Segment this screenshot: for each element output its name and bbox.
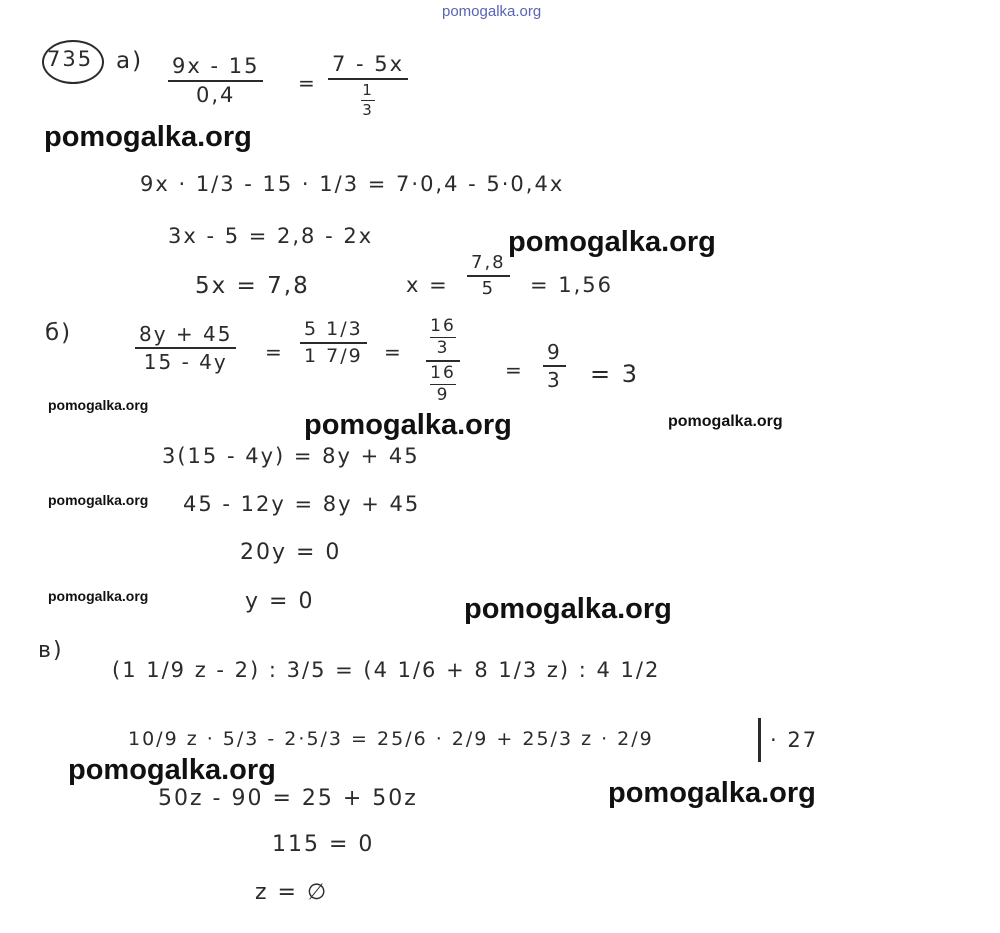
fraction-b-2	[300, 320, 367, 366]
fraction-a-left	[168, 56, 263, 106]
part-b-result: = 3	[590, 360, 640, 388]
watermark: pomogalka.org	[48, 397, 149, 413]
equals-sign: =	[505, 358, 524, 382]
fraction-b-1-denominator: 15 - 4y	[143, 350, 228, 374]
part-b-line-4: 20y = 0	[240, 540, 342, 565]
part-c-line-2: 10/9 z · 5/3 - 2·5/3 = 25/6 · 2/9 + 25/3 z · 2/9	[128, 728, 654, 750]
part-a-line-4: 5x = 7,8	[195, 273, 310, 299]
fraction-a-right-denominator	[357, 80, 379, 118]
part-c-line-5: z = ∅	[255, 880, 329, 905]
part-c-label: в)	[38, 638, 64, 663]
part-b-line-2: 3(15 - 4y) = 8y + 45	[162, 444, 420, 468]
fraction-a-result	[467, 254, 510, 298]
fraction-a-right	[328, 54, 408, 118]
fraction-b-3	[426, 318, 460, 404]
equals-sign: =	[384, 340, 403, 364]
fraction-b-3-numerator	[426, 318, 460, 360]
fraction-b-4	[543, 342, 566, 390]
fraction-b-2-denominator: 1 7/9	[304, 345, 363, 367]
fraction-a-result-denominator: 5	[481, 278, 496, 299]
fraction-b-1	[135, 324, 236, 372]
fraction-b-2-numerator: 5 1/3	[304, 318, 363, 340]
multiplier-divider	[758, 718, 761, 762]
watermark: pomogalka.org	[44, 121, 252, 153]
equals-sign: =	[298, 71, 317, 95]
sixteen: 16	[430, 316, 456, 336]
part-c-line-3: 50z - 90 = 25 + 50z	[158, 786, 418, 811]
watermark: pomogalka.org	[464, 593, 672, 625]
part-a-x-equals: x =	[406, 273, 449, 297]
three: 3	[436, 338, 450, 358]
fraction-a-left-numerator: 9x - 15	[172, 54, 260, 78]
fraction-a-right-numerator: 7 - 5x	[332, 52, 405, 76]
fraction-b-3-denominator	[426, 362, 460, 404]
watermark: pomogalka.org	[508, 226, 716, 258]
watermark: pomogalka.org	[608, 777, 816, 809]
part-b-line-3: 45 - 12y = 8y + 45	[183, 492, 421, 516]
part-c-multiplier: · 27	[770, 728, 819, 752]
watermark: pomogalka.org	[48, 588, 149, 604]
equals-sign: =	[265, 340, 284, 364]
part-c-line-1: (1 1/9 z - 2) : 3/5 = (4 1/6 + 8 1/3 z) : 4 1/2	[112, 658, 661, 682]
nine: 9	[436, 385, 450, 405]
fraction-a-left-denominator: 0,4	[196, 83, 236, 107]
part-b-line-5: y = 0	[245, 589, 315, 614]
part-a-line-2: 9x · 1/3 - 15 · 1/3 = 7·0,4 - 5·0,4x	[140, 172, 565, 196]
fraction-b-4-numerator: 9	[547, 340, 562, 364]
fraction-b-1-numerator: 8y + 45	[139, 322, 233, 346]
part-a-line-3: 3x - 5 = 2,8 - 2x	[168, 224, 374, 248]
one-third-denominator: 3	[362, 101, 374, 119]
part-a-result: = 1,56	[530, 273, 614, 297]
part-b-label: б)	[45, 320, 73, 346]
part-a-label: a)	[116, 48, 144, 74]
watermark: pomogalka.org	[68, 754, 276, 786]
watermark: pomogalka.org	[668, 413, 783, 430]
problem-number: 735	[47, 47, 94, 71]
site-header: pomogalka.org	[442, 3, 542, 20]
watermark: pomogalka.org	[304, 409, 512, 441]
one-third-numerator: 1	[362, 81, 374, 99]
fraction-b-4-denominator: 3	[547, 368, 562, 392]
fraction-a-result-numerator: 7,8	[471, 252, 506, 273]
part-c-line-4: 115 = 0	[272, 832, 375, 857]
watermark: pomogalka.org	[48, 492, 149, 508]
sixteen: 16	[430, 363, 456, 383]
